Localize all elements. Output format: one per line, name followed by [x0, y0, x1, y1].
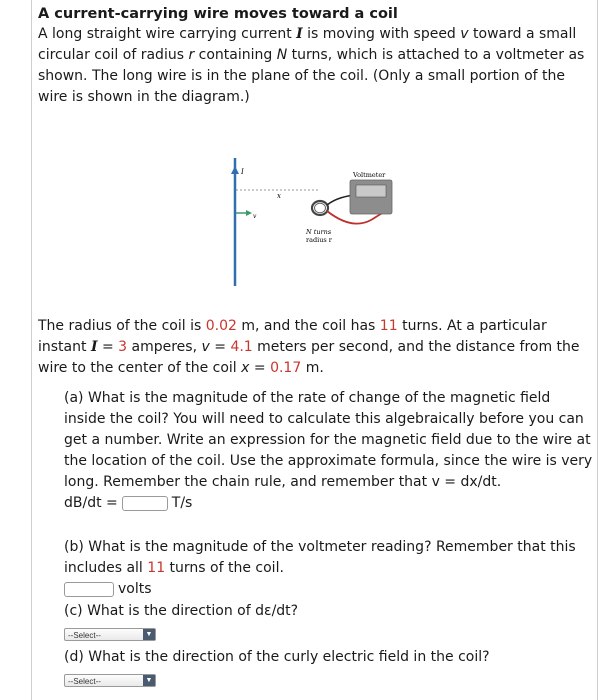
distance-label: x: [277, 192, 281, 200]
speed-label: v: [253, 213, 257, 220]
part-a-label: dB/dt =: [64, 495, 118, 511]
left-border: [31, 0, 32, 700]
coil-radius-label: radius r: [306, 236, 332, 244]
radius-value: 0.02: [205, 318, 237, 334]
part-c-direction-select[interactable]: --Select-- ▼: [64, 628, 156, 641]
wire-current-label: I: [241, 168, 244, 176]
chevron-down-icon: ▼: [143, 629, 155, 640]
part-a: [64, 388, 594, 514]
part-b-question: (b) What is the magnitude of the voltmeter reading? Remember that this includes all 11 turns of the coil.: [64, 539, 576, 576]
coil-turns-label: N turns: [306, 228, 332, 236]
dbdt-input[interactable]: [122, 496, 168, 511]
speed-value: 4.1: [230, 339, 253, 355]
part-a-unit: T/s: [171, 495, 193, 511]
current-arrow: [231, 166, 239, 174]
part-d-direction-select[interactable]: --Select-- ▼: [64, 674, 156, 687]
given-values: [38, 316, 594, 379]
part-a-answer-row: [64, 493, 594, 514]
distance-value: 0.17: [270, 360, 302, 376]
voltmeter-label: Voltmeter: [353, 171, 386, 179]
wire-coil-diagram: [196, 150, 406, 290]
voltmeter-display: [356, 185, 386, 197]
part-c-question: (c) What is the direction of dε/dt?: [64, 603, 299, 619]
part-b-unit: volts: [118, 581, 152, 597]
current-value: 3: [118, 339, 128, 355]
given-text: The radius of the coil is 0.02 m, and the coil has 11 turns. At a particular instant I = 3 amperes, v = 4.1 meters per second, and the distance from the wire to the center of the coil x = 0.17 m.: [38, 318, 580, 376]
part-b: [64, 537, 594, 600]
problem-title: A current-carrying wire moves toward a coil: [38, 6, 398, 22]
part-b-answer-row: [64, 579, 594, 600]
right-border: [597, 0, 598, 700]
turns-value: 11: [379, 318, 398, 334]
problem-statement: [38, 4, 594, 108]
velocity-arrow-head: [246, 210, 252, 216]
part-d-question: (d) What is the direction of the curly electric field in the coil?: [64, 649, 490, 665]
intro-text: A long straight wire carrying current I is moving with speed v toward a small circular coil of radius r containing N turns, which is attached to a voltmeter as shown. The long wire is in the plane of the coil. (Only a small portion of the wire is shown in the diagram.): [38, 26, 585, 105]
coil-inner: [315, 203, 326, 213]
part-a-question: (a) What is the magnitude of the rate of change of the magnetic field inside the coil? You will need to calculate this algebraically before you can get a number. Write an expression for the magnetic field due to the wire at the location of the coil. Use the approximate formula, since the wire is very long. Remember the chain rule, and remember that v = dx/dt.: [64, 390, 593, 490]
voltmeter-reading-input[interactable]: [64, 582, 114, 597]
chevron-down-icon: ▼: [143, 675, 155, 686]
